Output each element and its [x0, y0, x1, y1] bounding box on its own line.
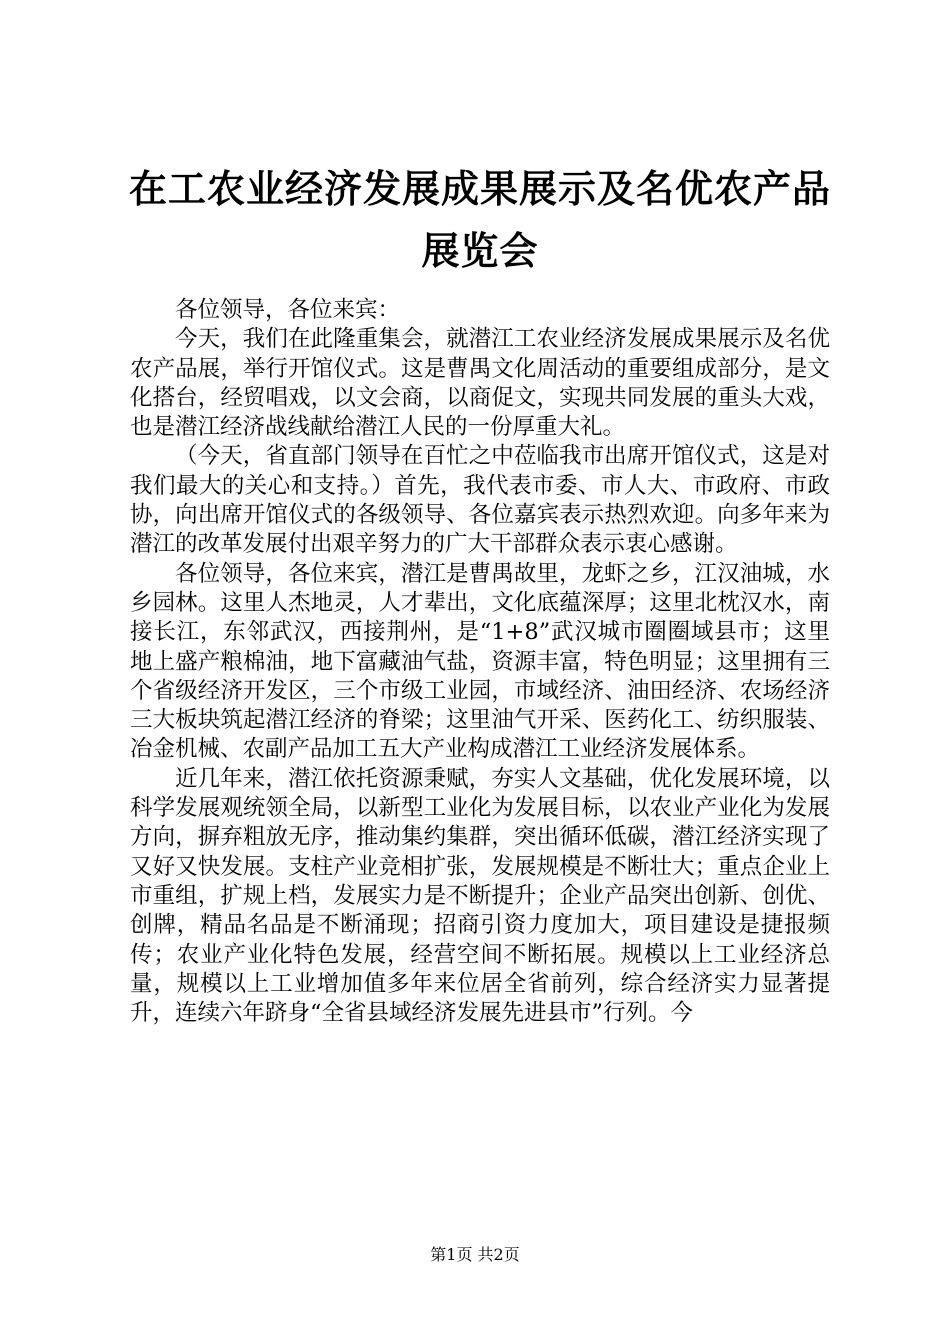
- page-footer: 第1页 共2页: [430, 1245, 520, 1264]
- document-body: [130, 296, 830, 1028]
- paragraph-welcome: （今天，省直部门领导在百忙之中莅临我市出席开馆仪式，这是对我们最大的关心和支持。）首先，我代表市委、市人大、市政府、市政协，向出席开馆仪式的各级领导、各位嘉宾表示热烈欢迎。向多年来为潜江的改革发展付出艰辛努力的广大干部群众表示衷心感谢。: [130, 443, 830, 558]
- paragraph-salutation: 各位领导，各位来宾：: [175, 297, 401, 323]
- paragraph-introduction: 各位领导，各位来宾，潜江是曹禺故里，龙虾之乡，江汉油城，水乡园林。这里人杰地灵，人才辈出，文化底蕴深厚；这里北枕汉水，南接长江，东邻武汉，西接荆州，是“1+8”武汉城市圈圈域县市；这里地上盛产粮棉油，地下富藏油气盐，资源丰富，特色明显；这里拥有三个省级经济开发区，三个市级工业园，市域经济、油田经济、农场经济三大板块筑起潜江经济的脊梁；这里油气开采、医药化工、纺织服装、冶金机械、农副产品加工五大产业构成潜江工业经济发展体系。: [130, 560, 830, 763]
- document-title: 在工农业经济发展成果展示及名优农产品展览会: [128, 166, 831, 273]
- paragraph-development: 近几年来，潜江依托资源秉赋，夯实人文基础，优化发展环境，以科学发展观统领全局，以新型工业化为发展目标，以农业产业化为发展方向，摒弃粗放无序，推动集约集群，突出循环低碳，潜江经济实现了又好又快发展。支柱产业竞相扩张，发展规模是不断壮大；重点企业上市重组，扩规上档，发展实力是不断提升；企业产品突出创新、创优、创牌，精品名品是不断涌现；招商引资力度加大，项目建设是捷报频传；农业产业化特色发展，经营空间不断拓展。规模以上工业经济总量，规模以上工业增加值多年来位居全省前列，综合经济实力显著提升，连续六年跻身“全省县域经济发展先进县市”行列。今: [130, 765, 830, 1027]
- paragraph-opening: 今天，我们在此隆重集会，就潜江工农业经济发展成果展示及名优农产品展，举行开馆仪式。这是曹禺文化周活动的重要组成部分，是文化搭台，经贸唱戏，以文会商，以商促文，实现共同发展的重头大戏，也是潜江经济战线献给潜江人民的一份厚重大礼。: [130, 326, 830, 441]
